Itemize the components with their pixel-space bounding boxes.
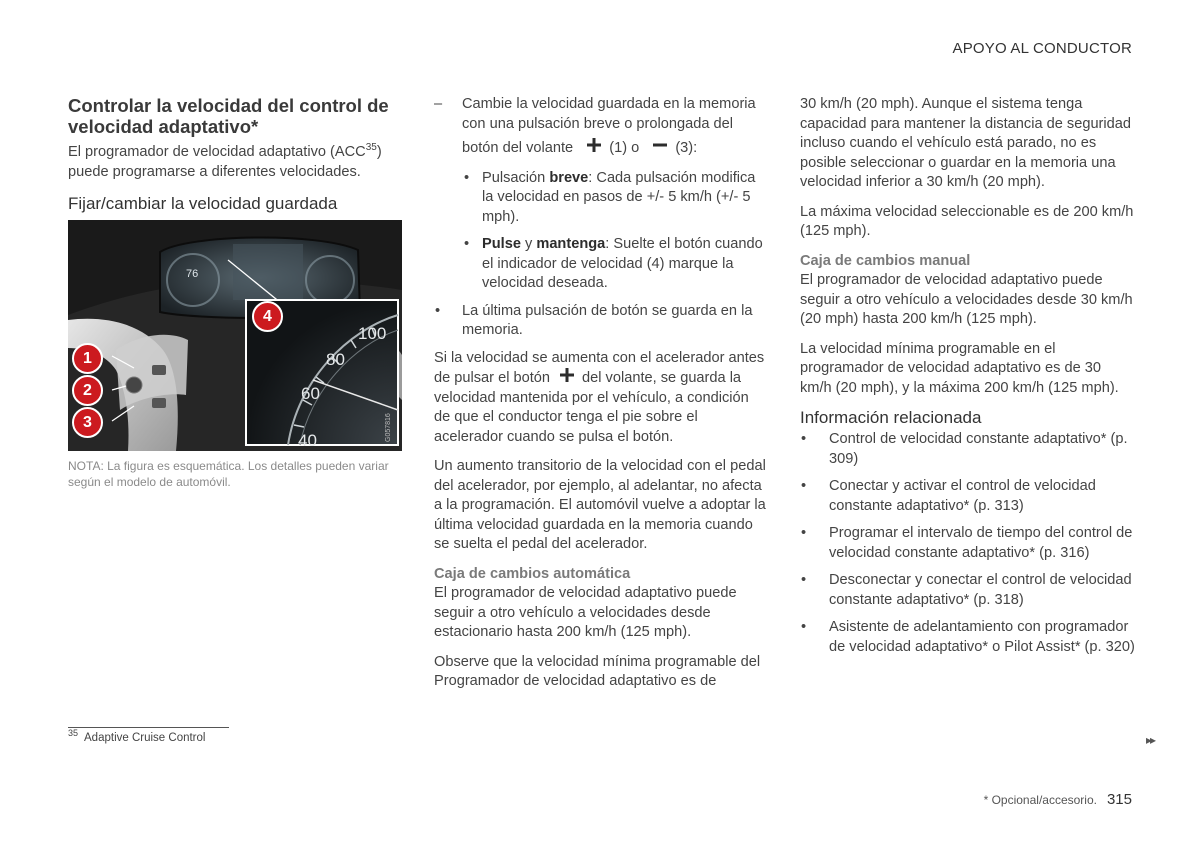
bullet-dot-icon: • xyxy=(801,619,807,635)
sub-bullet-text-a: Pulsación xyxy=(482,169,550,186)
bullet-dot-icon: • xyxy=(801,572,807,588)
figure-code: G057816 xyxy=(385,413,392,442)
bullet-dot-icon: • xyxy=(801,431,807,447)
dash-mark: – xyxy=(434,96,443,112)
related-link-text[interactable]: Programar el intervalo de tiempo del control de velocidad constante adaptativo* (p. 316) xyxy=(829,525,1133,561)
related-link[interactable] xyxy=(800,618,1135,657)
footnote-number: 35 xyxy=(68,728,79,739)
related-link[interactable] xyxy=(800,477,1135,516)
minus-button-icon xyxy=(653,138,667,159)
bullet-last-press xyxy=(434,302,769,341)
dash-text-ref1: (1) o xyxy=(609,140,640,157)
speed-label-80: 80 xyxy=(326,350,345,369)
intro-text-a: El programador de velocidad adaptativo (ACC xyxy=(68,144,366,160)
callout-4: 4 xyxy=(252,301,283,332)
footnote-ref[interactable]: 35 xyxy=(365,142,377,154)
bullet-text: La última pulsación de botón se guarda en la memoria. xyxy=(462,302,753,339)
next-page-arrow-icon[interactable]: ▸▸ xyxy=(1146,733,1155,747)
callout-3: 3 xyxy=(72,407,103,438)
para-text-b: del volante, se guarda la velocidad mantenida por el vehículo, a condición de que el conductor tenga el pie sobre el acelerador cuando se pulsa el botón. xyxy=(434,370,749,445)
intro-paragraph xyxy=(68,143,403,182)
auto-gearbox-heading: Caja de cambios automática xyxy=(434,565,631,582)
page-footer xyxy=(984,791,1132,808)
strong-press: Pulse xyxy=(482,236,521,253)
bullet-dot-icon: • xyxy=(464,236,470,253)
column-left xyxy=(68,95,403,490)
cluster-speed-readout: 76 xyxy=(186,268,199,280)
sub-bullet-text-d: : Suelte el botón cuando el indicador de velocidad (4) marque la velocidad deseada. xyxy=(482,236,763,292)
bullet-dot-icon: • xyxy=(801,525,807,541)
plus-button-icon xyxy=(560,368,574,389)
paragraph-max-speed: La máxima velocidad seleccionable es de 200 km/h (125 mph). xyxy=(800,203,1134,239)
callout-1: 1 xyxy=(72,343,103,374)
page-title: Controlar la velocidad del control de velocidad adaptativo* xyxy=(68,95,389,137)
related-info-heading: Información relacionada xyxy=(800,408,982,427)
paragraph-min-speed-cont: 30 km/h (20 mph). Aunque el sistema tenga capacidad para mantener la distancia de seguridad incluso cuando el vehículo está parado, no es posible seleccionar o guardar en la memoria una velocidad inferior a 30 km/h (20 mph). xyxy=(800,96,1132,190)
sub-bullet-text-b: : Cada pulsación modifica la velocidad en pasos de +/- 5 km/h (+/- 5 mph). xyxy=(482,169,756,225)
sub-bullet-long-press xyxy=(434,235,769,294)
column-middle xyxy=(434,95,769,702)
bullet-dot-icon: • xyxy=(464,169,470,186)
paragraph-min-speed: Observe que la velocidad mínima programable del Programador de velocidad adaptativo es de xyxy=(434,653,761,690)
related-link-text[interactable]: Desconectar y conectar el control de velocidad constante adaptativo* (p. 318) xyxy=(829,572,1132,608)
strong-short: breve xyxy=(549,169,589,186)
intro-text-b: ) puede programarse a diferentes velocidades. xyxy=(68,144,382,180)
related-link[interactable] xyxy=(800,430,1135,469)
related-link-text[interactable]: Conectar y activar el control de velocidad constante adaptativo* (p. 313) xyxy=(829,478,1096,514)
sub-bullet-text-c: y xyxy=(520,236,537,253)
footnote xyxy=(68,728,206,744)
bullet-dot-icon: • xyxy=(801,478,807,494)
dash-text-button: botón del volante xyxy=(462,140,574,157)
sub-bullet-short-press xyxy=(434,169,769,228)
footnote-divider xyxy=(68,727,229,728)
speed-label-40: 40 xyxy=(298,431,317,450)
column-right xyxy=(800,95,1135,665)
footnote-text: Adaptive Cruise Control xyxy=(84,732,206,744)
figure-caption: NOTA: La figura es esquemática. Los detalles pueden variar según el modelo de automóvil. xyxy=(68,459,389,489)
paragraph-accelerator xyxy=(434,349,769,448)
speed-label-100: 100 xyxy=(358,324,387,343)
related-link[interactable] xyxy=(800,571,1135,610)
section-header: APOYO AL CONDUCTOR xyxy=(952,40,1132,57)
paragraph-manual-gearbox: El programador de velocidad adaptativo puede seguir a otro vehículo a velocidades desde 30 km/h (20 mph) hasta 200 km/h (125 mph). xyxy=(800,272,1133,327)
section-subheading: Fijar/cambiar la velocidad guardada xyxy=(68,194,338,213)
para-text-a: Si la velocidad se aumenta con el acelerador antes de pulsar el botón xyxy=(434,349,765,387)
manual-gearbox-heading: Caja de cambios manual xyxy=(800,252,971,269)
bullet-dot-icon: • xyxy=(435,302,441,319)
paragraph-transient: Un aumento transitorio de la velocidad con el pedal del acelerador, por ejemplo, al adelantar, no afecta a la programación. El automóvil vuelve a adoptar la última velocidad guardada en la memoria cuando se suelta el pedal del acelerador. xyxy=(434,458,766,553)
related-link-text[interactable]: Control de velocidad constante adaptativo* (p. 309) xyxy=(829,431,1128,467)
dash-text-ref3: (3): xyxy=(675,140,698,157)
steering-wheel-figure xyxy=(68,220,402,451)
optional-note: * Opcional/accesorio. xyxy=(983,793,1097,807)
related-link-text[interactable]: Asistente de adelantamiento con programador de velocidad adaptativo* o Pilot Assist* (p. 320) xyxy=(829,619,1135,655)
strong-hold: mantenga xyxy=(536,236,606,253)
paragraph-auto-gearbox: El programador de velocidad adaptativo puede seguir a otro vehículo a velocidades desde estacionario hasta 200 km/h (125 mph). xyxy=(434,585,737,641)
page-number: 315 xyxy=(1106,791,1132,808)
dash-text: Cambie la velocidad guardada en la memoria con una pulsación breve o prolongada del xyxy=(462,96,756,132)
paragraph-manual-limits: La velocidad mínima programable en el programador de velocidad adaptativo es de 30 km/h (20 mph), y la máxima 200 km/h (125 mph). xyxy=(800,340,1119,396)
steering-wheel-illustration xyxy=(68,220,402,451)
speed-label-60: 60 xyxy=(301,384,320,403)
related-link[interactable] xyxy=(800,524,1135,563)
callout-2: 2 xyxy=(72,375,103,406)
dash-list-item xyxy=(434,95,769,159)
plus-button-icon xyxy=(587,138,601,159)
